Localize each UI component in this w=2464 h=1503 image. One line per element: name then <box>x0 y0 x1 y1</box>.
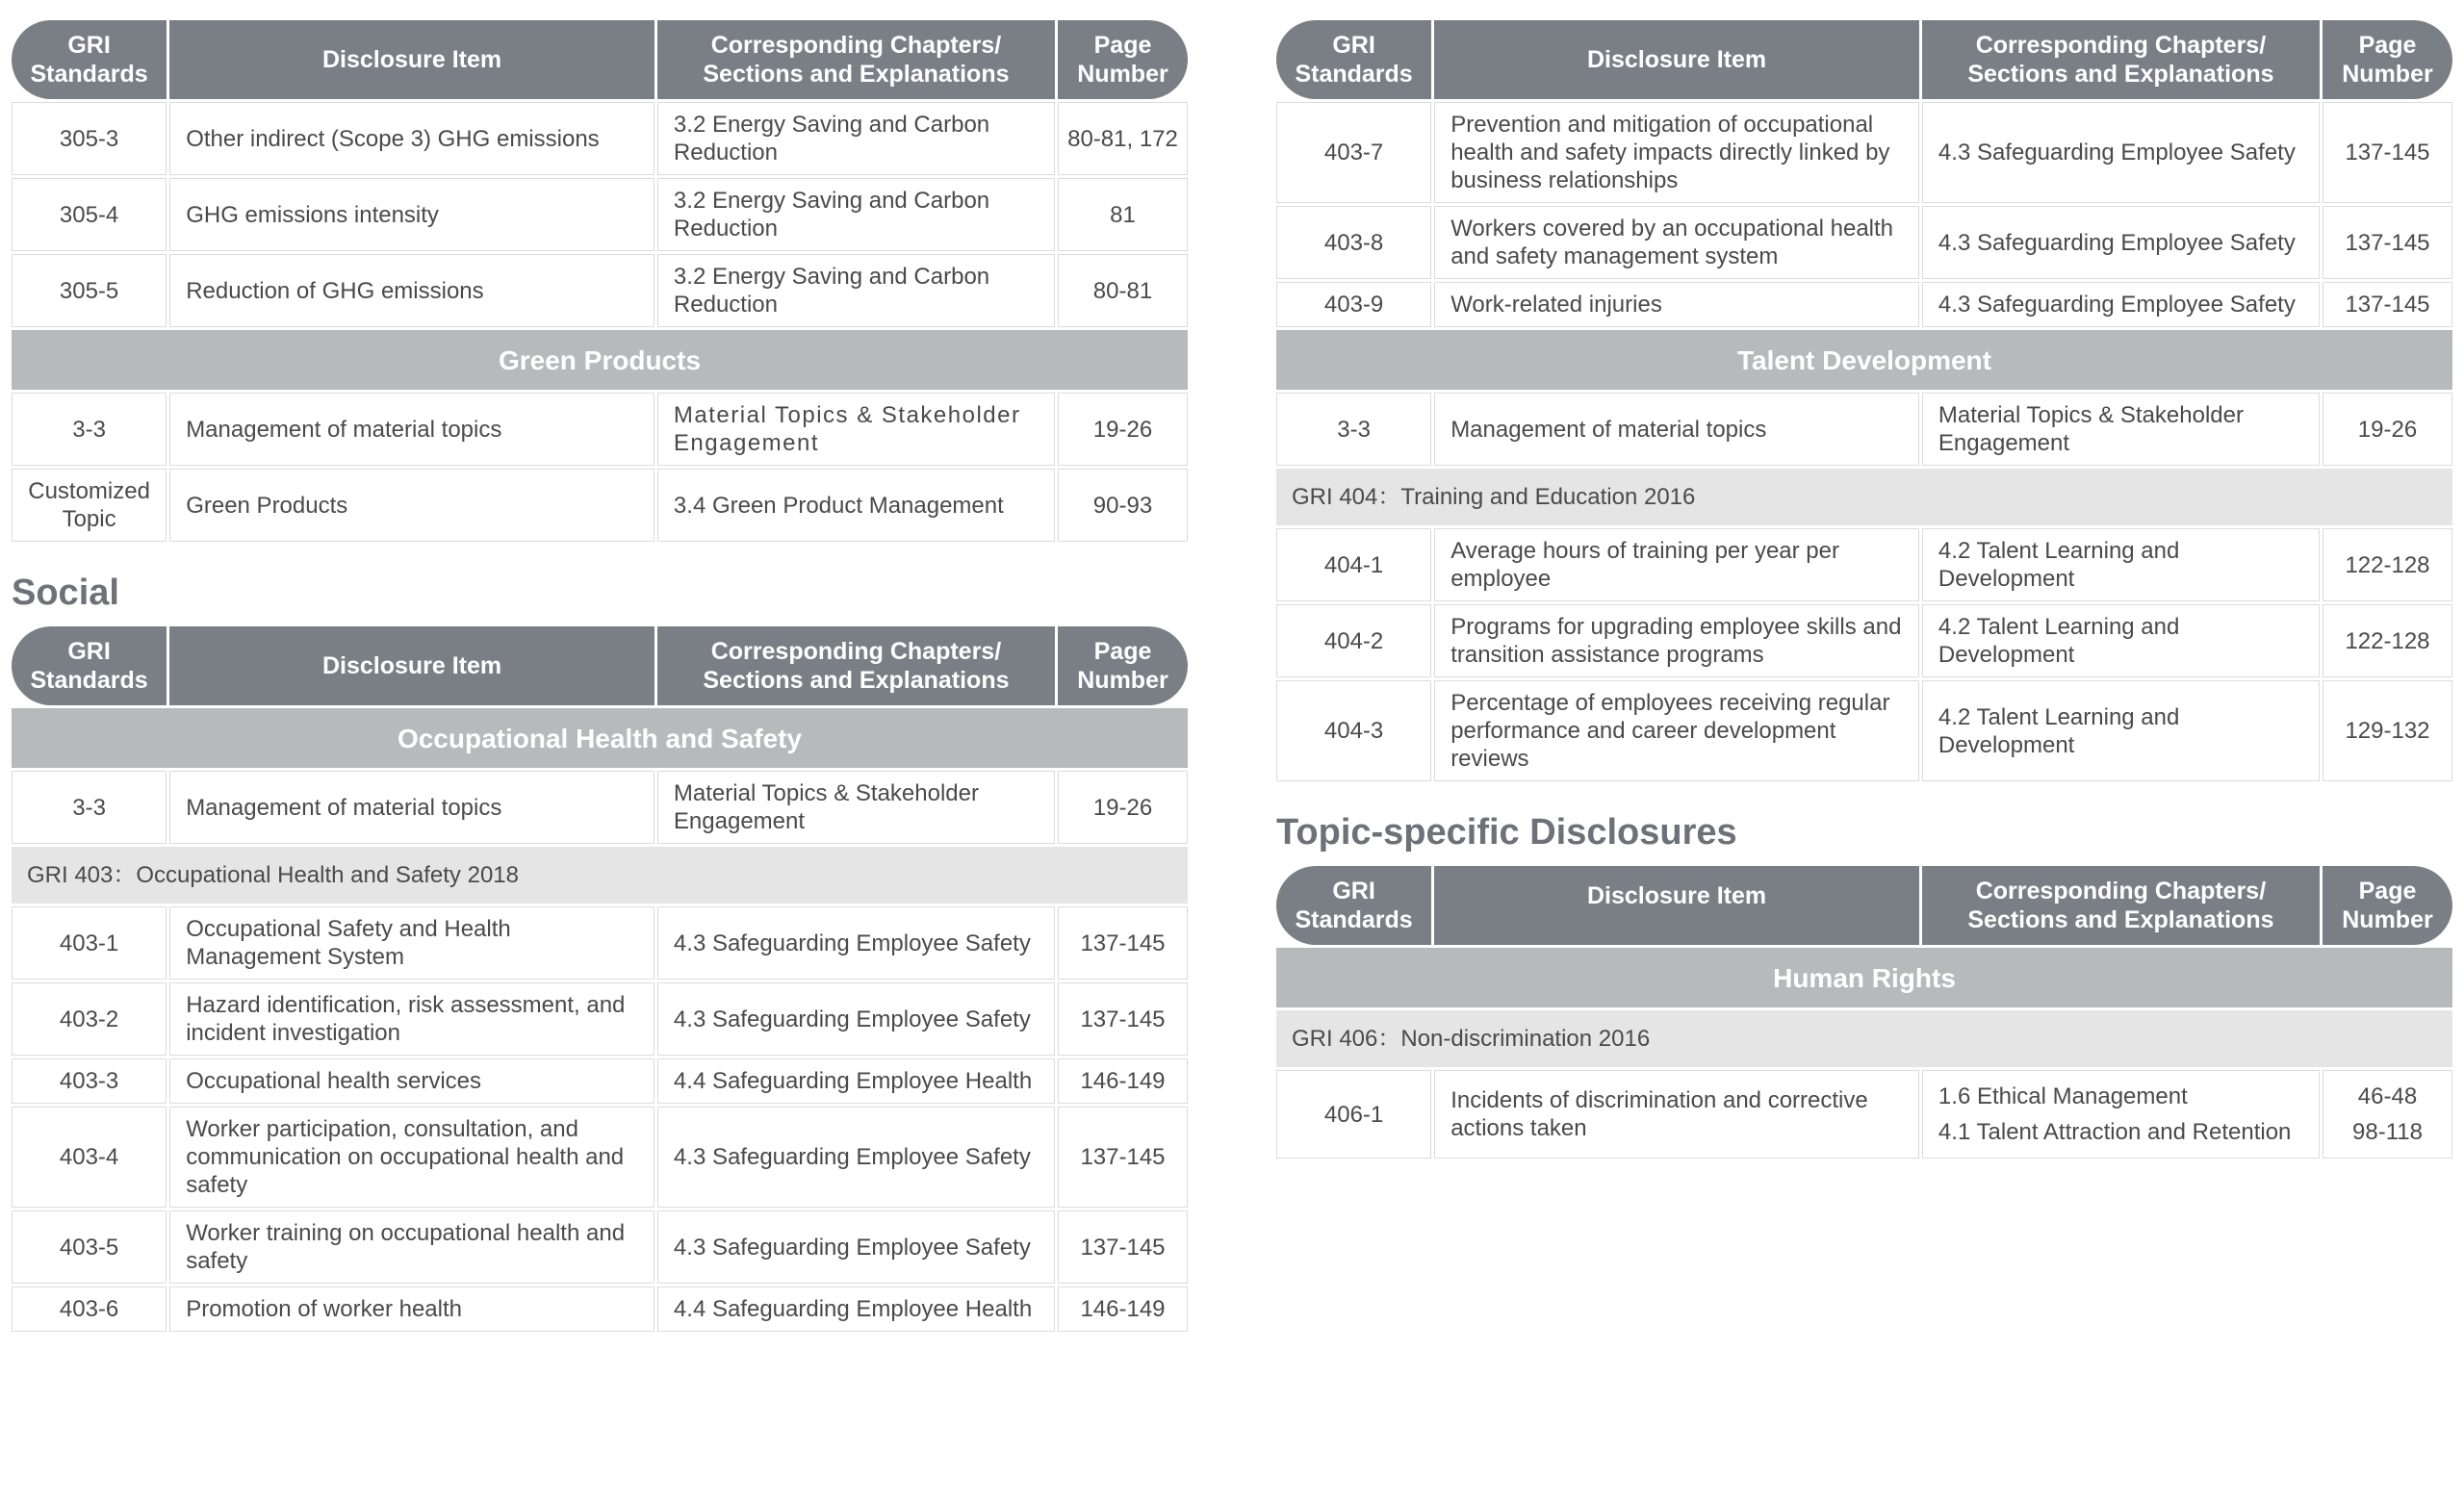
row-item: Occupational Safety and Health Management System <box>169 906 654 980</box>
row-page: 129-132 <box>2323 680 2452 781</box>
table-row <box>1276 528 2452 601</box>
table-row <box>12 1286 1188 1332</box>
row-page: 90-93 <box>1058 469 1188 542</box>
table-row <box>1276 282 2452 327</box>
row-page: 122-128 <box>2323 604 2452 677</box>
row-code: 403-2 <box>12 982 167 1056</box>
table-row <box>12 469 1188 542</box>
table-row <box>1276 206 2452 279</box>
table-row <box>12 771 1188 844</box>
table-row <box>12 178 1188 251</box>
header-disclosure-item: Disclosure Item <box>1434 866 1919 945</box>
row-page: 137-145 <box>2323 282 2452 327</box>
right-column <box>1276 17 2452 1161</box>
row-page: 80-81 <box>1058 254 1188 327</box>
row-item: Programs for upgrading employee skills and transition assistance programs <box>1434 604 1919 677</box>
row-page: 80-81, 172 <box>1058 102 1188 175</box>
row-chapter: 3.2 Energy Saving and Carbon Reduction <box>657 178 1055 251</box>
row-code: 403-4 <box>12 1107 167 1208</box>
row-chapter: 4.3 Safeguarding Employee Safety <box>657 1107 1055 1208</box>
row-page: 137-145 <box>2323 102 2452 203</box>
topic-specific-heading: Topic-specific Disclosures <box>1276 812 1737 853</box>
header-page-number: Page Number <box>2323 866 2452 945</box>
row-code: 403-1 <box>12 906 167 980</box>
subheader-gri-404: GRI 404：Training and Education 2016 <box>1276 469 2452 525</box>
row-code: 404-3 <box>1276 680 1431 781</box>
table-header <box>12 20 1188 99</box>
row-code: 305-4 <box>12 178 167 251</box>
table-row <box>1276 1070 2452 1159</box>
row-chapter: 4.4 Safeguarding Employee Health <box>657 1058 1055 1104</box>
table-row <box>1276 393 2452 466</box>
header-chapters: Corresponding Chapters/ Sections and Explanations <box>657 626 1055 705</box>
row-item: Worker training on occupational health and safety <box>169 1210 654 1284</box>
social-heading: Social <box>12 573 119 613</box>
section-human-rights: Human Rights <box>1276 948 2452 1007</box>
social-table <box>9 624 1191 1335</box>
section-green-products: Green Products <box>12 330 1188 390</box>
row-code: 305-5 <box>12 254 167 327</box>
header-disclosure-item: Disclosure Item <box>1434 20 1919 99</box>
table-header <box>1276 20 2452 99</box>
row-page-line: 46-48 <box>2357 1083 2418 1109</box>
row-code: 3-3 <box>12 393 167 466</box>
row-item: Worker participation, consultation, and communication on occupational health and safety <box>169 1107 654 1208</box>
row-page: 137-145 <box>1058 906 1188 980</box>
subheader-gri-406: GRI 406：Non-discrimination 2016 <box>1276 1010 2452 1067</box>
row-chapter: 4.4 Safeguarding Employee Health <box>657 1286 1055 1332</box>
table-row <box>12 1058 1188 1104</box>
subheader-row <box>1276 1010 2452 1067</box>
row-code: 403-9 <box>1276 282 1431 327</box>
row-item: GHG emissions intensity <box>169 178 654 251</box>
table-row <box>1276 604 2452 677</box>
environment-table <box>9 17 1191 545</box>
row-chapter: 4.2 Talent Learning and Development <box>1922 528 2320 601</box>
header-disclosure-item: Disclosure Item <box>169 626 654 705</box>
header-chapters: Corresponding Chapters/ Sections and Explanations <box>1922 866 2320 945</box>
row-chapter: Material Topics & Stakeholder Engagement <box>1922 393 2320 466</box>
row-code: 404-2 <box>1276 604 1431 677</box>
row-item: Percentage of employees receiving regular performance and career development reviews <box>1434 680 1919 781</box>
table-row <box>1276 102 2452 203</box>
row-item: Average hours of training per year per employee <box>1434 528 1919 601</box>
header-gri-standards: GRI Standards <box>1276 20 1431 99</box>
header-page-number: Page Number <box>2323 20 2452 99</box>
table-row <box>12 906 1188 980</box>
section-row <box>1276 330 2452 390</box>
row-page: 137-145 <box>1058 1107 1188 1208</box>
row-page-line: 98-118 <box>2352 1119 2423 1145</box>
table-row <box>12 102 1188 175</box>
row-item: Management of material topics <box>169 771 654 844</box>
row-code: 3-3 <box>1276 393 1431 466</box>
table-row <box>12 982 1188 1056</box>
header-chapters: Corresponding Chapters/ Sections and Explanations <box>657 20 1055 99</box>
row-chapter: 4.3 Safeguarding Employee Safety <box>1922 102 2320 203</box>
row-code: 403-5 <box>12 1210 167 1284</box>
row-page: 19-26 <box>1058 771 1188 844</box>
table-row <box>12 1107 1188 1208</box>
section-occupational-health: Occupational Health and Safety <box>12 708 1188 768</box>
row-page: 81 <box>1058 178 1188 251</box>
row-code: 403-7 <box>1276 102 1431 203</box>
row-chapter: 4.3 Safeguarding Employee Safety <box>657 906 1055 980</box>
row-code: 305-3 <box>12 102 167 175</box>
row-page: 137-145 <box>2323 206 2452 279</box>
row-code: Customized Topic <box>12 469 167 542</box>
row-item: Prevention and mitigation of occupational health and safety impacts directly linked by business relationships <box>1434 102 1919 203</box>
table-row <box>12 393 1188 466</box>
table-header <box>12 626 1188 705</box>
table-row <box>1276 680 2452 781</box>
header-disclosure-item: Disclosure Item <box>169 20 654 99</box>
row-item: Management of material topics <box>1434 393 1919 466</box>
table-row <box>12 1210 1188 1284</box>
row-chapter: 3.4 Green Product Management <box>657 469 1055 542</box>
row-page: 137-145 <box>1058 982 1188 1056</box>
topic-specific-table <box>1273 863 2455 1161</box>
section-talent-development: Talent Development <box>1276 330 2452 390</box>
row-page: 122-128 <box>2323 528 2452 601</box>
table-header <box>1276 866 2452 945</box>
row-item: Green Products <box>169 469 654 542</box>
row-page: 146-149 <box>1058 1058 1188 1104</box>
row-item: Hazard identification, risk assessment, and incident investigation <box>169 982 654 1056</box>
row-code: 403-3 <box>12 1058 167 1104</box>
row-item: Reduction of GHG emissions <box>169 254 654 327</box>
header-chapters: Corresponding Chapters/ Sections and Explanations <box>1922 20 2320 99</box>
header-gri-standards: GRI Standards <box>12 626 167 705</box>
row-chapter-line: 1.6 Ethical Management <box>1938 1083 2188 1109</box>
subheader-row <box>12 847 1188 904</box>
header-gri-standards: GRI Standards <box>12 20 167 99</box>
row-page: 146-149 <box>1058 1286 1188 1332</box>
row-chapter: 3.2 Energy Saving and Carbon Reduction <box>657 254 1055 327</box>
row-chapter: 4.3 Safeguarding Employee Safety <box>657 982 1055 1056</box>
subheader-gri-403: GRI 403：Occupational Health and Safety 2018 <box>12 847 1188 904</box>
row-code: 404-1 <box>1276 528 1431 601</box>
row-code: 403-8 <box>1276 206 1431 279</box>
social-table-continued <box>1273 17 2455 784</box>
row-page: 19-26 <box>2323 393 2452 466</box>
row-page <box>2323 1070 2452 1159</box>
row-item: Incidents of discrimination and corrective actions taken <box>1434 1070 1919 1159</box>
row-item: Promotion of worker health <box>169 1286 654 1332</box>
row-chapter: 4.3 Safeguarding Employee Safety <box>657 1210 1055 1284</box>
row-item: Occupational health services <box>169 1058 654 1104</box>
row-chapter: 4.2 Talent Learning and Development <box>1922 680 2320 781</box>
subheader-row <box>1276 469 2452 525</box>
row-chapter <box>1922 1070 2320 1159</box>
section-row <box>12 330 1188 390</box>
row-chapter: Material Topics & Stakeholder Engagement <box>657 393 1055 466</box>
row-chapter: Material Topics & Stakeholder Engagement <box>657 771 1055 844</box>
row-chapter: 3.2 Energy Saving and Carbon Reduction <box>657 102 1055 175</box>
row-code: 3-3 <box>12 771 167 844</box>
section-row <box>1276 948 2452 1007</box>
row-chapter: 4.3 Safeguarding Employee Safety <box>1922 206 2320 279</box>
table-row <box>12 254 1188 327</box>
row-code: 406-1 <box>1276 1070 1431 1159</box>
header-gri-standards: GRI Standards <box>1276 866 1431 945</box>
row-item: Work-related injuries <box>1434 282 1919 327</box>
row-chapter: 4.3 Safeguarding Employee Safety <box>1922 282 2320 327</box>
row-item: Workers covered by an occupational health and safety management system <box>1434 206 1919 279</box>
row-chapter: 4.2 Talent Learning and Development <box>1922 604 2320 677</box>
row-item: Other indirect (Scope 3) GHG emissions <box>169 102 654 175</box>
header-page-number: Page Number <box>1058 626 1188 705</box>
left-column <box>12 17 1188 1335</box>
row-page: 137-145 <box>1058 1210 1188 1284</box>
row-chapter-line: 4.1 Talent Attraction and Retention <box>1938 1119 2292 1145</box>
row-code: 403-6 <box>12 1286 167 1332</box>
header-page-number: Page Number <box>1058 20 1188 99</box>
row-item: Management of material topics <box>169 393 654 466</box>
row-page: 19-26 <box>1058 393 1188 466</box>
section-row <box>12 708 1188 768</box>
